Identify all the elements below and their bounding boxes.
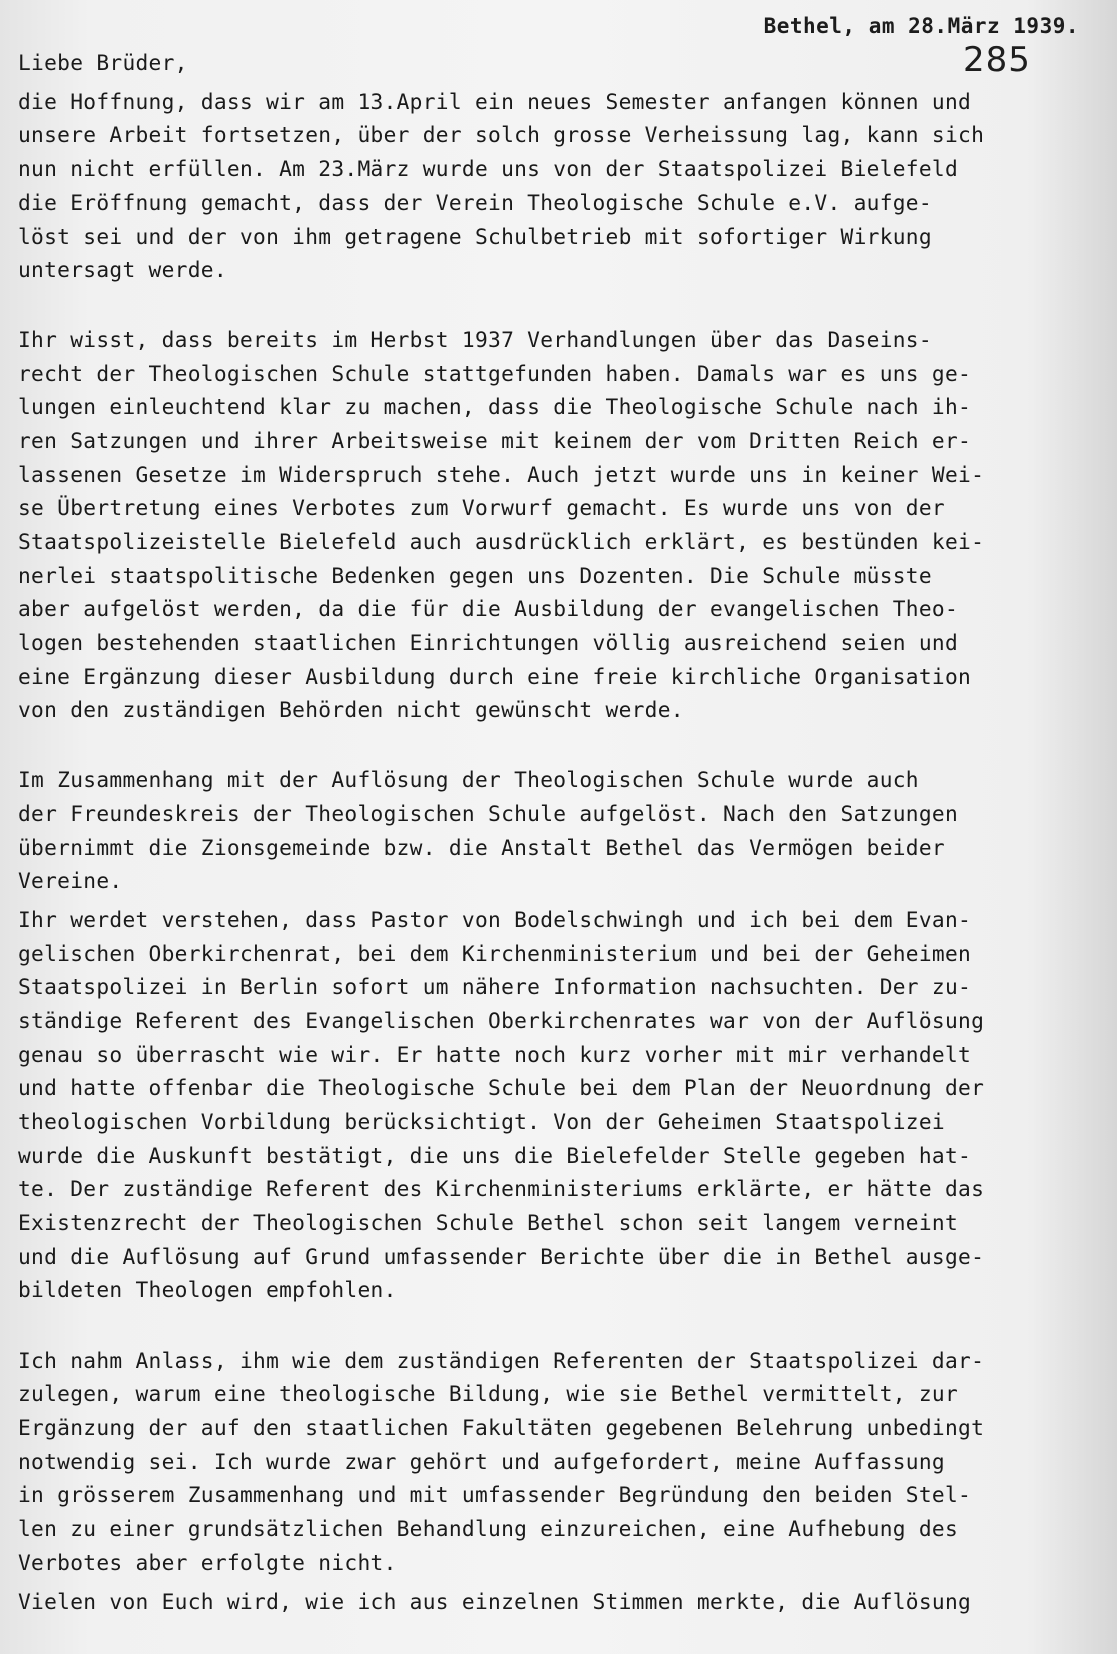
text-line: Ich nahm Anlass, ihm wie dem zuständigen Referenten der Staatspolizei dar- [18,1348,985,1373]
text-line: se Übertretung eines Verbotes zum Vorwurf gemacht. Es wurde uns von der [18,495,945,520]
text-line: aber aufgelöst werden, da die für die Ausbildung der evangelischen Theo- [18,596,959,621]
text-line: und die Auflösung auf Grund umfassender Berichte über die in Bethel ausge- [18,1244,985,1269]
text-line: und hatte offenbar die Theologische Schule bei dem Plan der Neuordnung der [18,1075,985,1100]
text-line: theologischen Vorbildung berücksichtigt. Von der Geheimen Staatspolizei [18,1109,945,1134]
text-line: bildeten Theologen empfohlen. [18,1277,397,1302]
text-line: untersagt werde. [18,257,227,282]
text-line: wurde die Auskunft bestätigt, die uns die Bielefelder Stelle gegeben hat- [18,1143,972,1168]
text-line: lungen einleuchtend klar zu machen, dass die Theologische Schule nach ih- [18,394,972,419]
text-line: die Hoffnung, dass wir am 13.April ein neues Semester anfangen können und [18,89,972,114]
text-line: ständige Referent des Evangelischen Oberkirchenrates war von der Auflösung [18,1008,985,1033]
text-line: genau so überrascht wie wir. Er hatte noch kurz vorher mit mir verhandelt [18,1042,972,1067]
text-line: logen bestehenden staatlichen Einrichtungen völlig ausreichend seien und [18,630,959,655]
text-line: nun nicht erfüllen. Am 23.März wurde uns von der Staatspolizei Bielefeld [18,156,959,181]
text-line: eine Ergänzung dieser Ausbildung durch eine freie kirchliche Organisation [18,664,972,689]
text-line: die Eröffnung gemacht, dass der Verein Theologische Schule e.V. aufge- [18,190,932,215]
text-line: Ergänzung der auf den staatlichen Fakultäten gegebenen Belehrung unbedingt [18,1415,985,1440]
text-line: Verbotes aber erfolgte nicht. [18,1550,397,1575]
text-line: zulegen, warum eine theologische Bildung, wie sie Bethel vermittelt, zur [18,1381,959,1406]
text-line: Staatspolizei in Berlin sofort um nähere Information nachsuchten. Der zu- [18,974,972,999]
text-line: len zu einer grundsätzlichen Behandlung einzureichen, eine Aufhebung des [18,1516,959,1541]
salutation: Liebe Brüder, [18,50,188,75]
text-line: notwendig sei. Ich wurde zwar gehört und aufgefordert, meine Auffassung [18,1449,945,1474]
text-line: löst sei und der von ihm getragene Schulbetrieb mit sofortiger Wirkung [18,224,932,249]
text-line: von den zuständigen Behörden nicht gewünscht werde. [18,697,684,722]
place-date-line: Bethel, am 28.März 1939. [763,14,1079,38]
text-line: unsere Arbeit fortsetzen, über der solch grosse Verheissung lag, kann sich [18,122,985,147]
text-line: übernimmt die Zionsgemeinde bzw. die Anstalt Bethel das Vermögen beider [18,835,945,860]
text-line: in grösserem Zusammenhang und mit umfassender Begründung den beiden Stel- [18,1482,972,1507]
text-line: Vielen von Euch wird, wie ich aus einzelnen Stimmen merkte, die Auflösung [18,1589,972,1614]
text-line: lassenen Gesetze im Widerspruch stehe. Auch jetzt wurde uns in keiner Wei- [18,462,985,487]
text-line: te. Der zuständige Referent des Kirchenministeriums erklärte, er hätte das [18,1176,985,1201]
text-line: Im Zusammenhang mit der Auflösung der Theologischen Schule wurde auch [18,767,919,792]
text-line: Vereine. [18,868,123,893]
text-line: nerlei staatspolitische Bedenken gegen uns Dozenten. Die Schule müsste [18,563,932,588]
text-line: Existenzrecht der Theologischen Schule Bethel schon seit langem verneint [18,1210,959,1235]
text-line: Ihr wisst, dass bereits im Herbst 1937 Verhandlungen über das Daseins- [18,327,932,352]
text-line: recht der Theologischen Schule stattgefunden haben. Damals war es uns ge- [18,361,972,386]
text-line: der Freundeskreis der Theologischen Schule aufgelöst. Nach den Satzungen [18,801,959,826]
text-line: Staatspolizeistelle Bielefeld auch ausdrücklich erklärt, es bestünden kei- [18,529,985,554]
folio-number: 285 [963,40,1031,80]
text-line: gelischen Oberkirchenrat, bei dem Kirchenministerium und bei der Geheimen [18,941,972,966]
text-line: ren Satzungen und ihrer Arbeitsweise mit keinem der vom Dritten Reich er- [18,428,972,453]
text-line: Ihr werdet verstehen, dass Pastor von Bodelschwingh und ich bei dem Evan- [18,907,972,932]
